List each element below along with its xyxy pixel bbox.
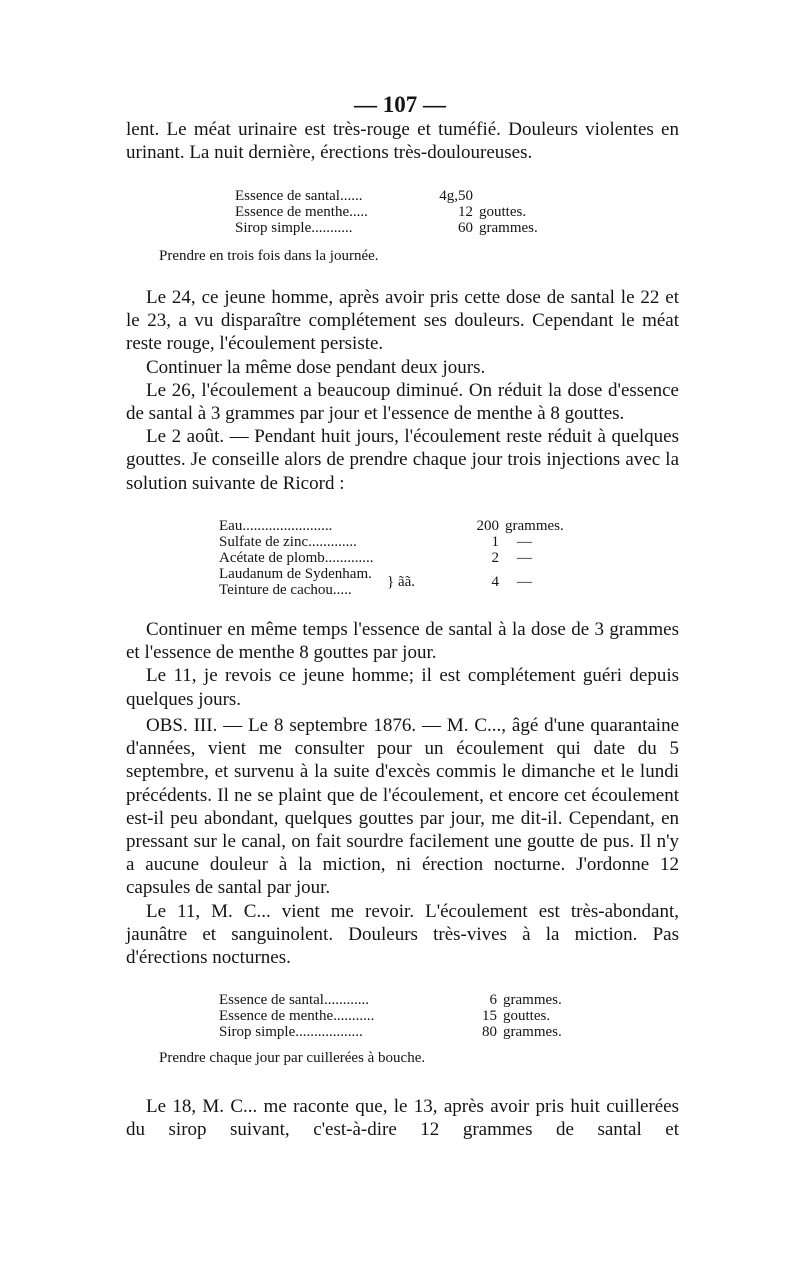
- paragraph-final: Le 18, M. C... me raconte que, le 13, après avoir pris huit cuillerées du sirop suivant, c'est-à-dire 12 grammes de santal et: [126, 1096, 679, 1141]
- prescription-row: Sirop simple.................. 80 grammes.: [219, 1024, 562, 1040]
- prescription-row: Essence de santal...... 4g,50: [235, 188, 473, 204]
- prescription-instruction: Prendre en trois fois dans la journée.: [159, 248, 379, 264]
- paragraph-follow-up: Le 24, ce jeune homme, après avoir pris cette dose de santal le 22 et le 23, a vu disparaître complétement ses douleurs. Cependant le méat reste rouge, l'écoulement persiste. Continuer la même dose pendant deux jours. Le 26, l'écoulement a beaucoup diminué. On réduit la dose d'essence de santal à 3 grammes par jour et l'essence de menthe à 8 gouttes. Le 2 août. — Pendant huit jours, l'écoulement reste réduit à quelques gouttes. Je conseille alors de prendre chaque jour trois injections avec la solution suivante de Ricord :: [126, 287, 679, 494]
- prescription-instruction: Prendre chaque jour par cuillerées à bouche.: [159, 1050, 426, 1066]
- prescription-row: Sulfate de zinc............. 1 —: [219, 534, 532, 550]
- prescription-row: Sirop simple........... 60 grammes.: [235, 220, 538, 236]
- brace-label: } ãã.: [387, 574, 416, 590]
- prescription-1: [235, 188, 538, 236]
- paragraph-intro: [126, 118, 679, 164]
- prescription-3: [219, 992, 562, 1040]
- page-number: — 107 —: [354, 92, 446, 117]
- paragraph-observation-3: OBS. III. — Le 8 septembre 1876. — M. C..., âgé d'une quarantaine d'années, vient me consulter pour un écoulement qui date du 5 septembre, et survenu à la suite d'excès commis le dimanche et le lundi précédents. Il ne se plaint que de l'écoulement, et encore cet écoulement est-il peu abondant, quelques gouttes par jour, me dit-il. Cependant, en pressant sur le canal, on fait sourdre facilement une goutte de pus. Il n'y a aucune douleur à la miction, ni érection nocturne. J'ordonne 12 capsules de santal par jour. Le 11, M. C... vient me revoir. L'écoulement est très-abondant, jaunâtre et sanguinolent. Douleurs très-vives à la miction. Pas d'érections nocturnes.: [126, 715, 679, 969]
- prescription-row: Essence de santal............ 6 grammes.: [219, 992, 562, 1008]
- prescription-row: Essence de menthe..... 12 gouttes.: [235, 204, 527, 220]
- prescription-row: Acétate de plomb............. 2 —: [219, 550, 532, 566]
- paragraph-continuation: Continuer en même temps l'essence de santal à la dose de 3 grammes et l'essence de menthe 8 gouttes par jour. Le 11, je revois ce jeune homme; il est complétement guéri depuis quelques jours.: [126, 619, 679, 710]
- paragraph-text: lent. Le méat urinaire est très-rouge et tuméfié. Douleurs violentes en urinant. La nuit dernière, érections très-douloureuses.: [126, 119, 679, 164]
- prescription-2: [219, 518, 564, 598]
- prescription-brace-group: Laudanum de Sydenham. Teinture de cachou..... } ãã. 4 —: [219, 566, 532, 598]
- prescription-row: Essence de menthe........... 15 gouttes.: [219, 1008, 551, 1024]
- prescription-row: Eau........................ 200 grammes.: [219, 518, 564, 534]
